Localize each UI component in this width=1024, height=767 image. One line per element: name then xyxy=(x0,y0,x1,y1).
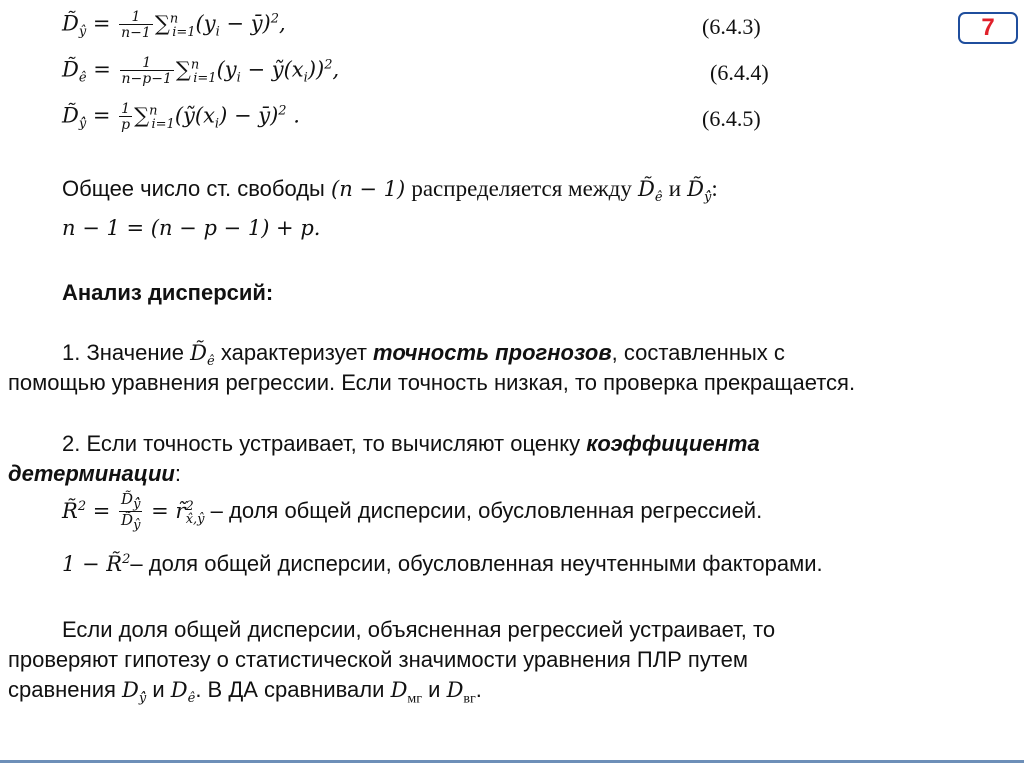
equation-number-6-4-3: (6.4.3) xyxy=(702,14,761,39)
final-paragraph-line1: Если доля общей дисперсии, объясненная регрессией устраивает, то xyxy=(62,617,776,642)
freedom-identity: n − 1 = (n − p − 1) + p. xyxy=(62,216,321,240)
final-and-2: и xyxy=(428,677,441,702)
final-and-1: и xyxy=(152,677,165,702)
r-squared-formula: R̃$^2$ = $\frac{D̃_{ŷ̂}}{D̃_ŷ}$ = r̃$^2_{x̂,ŷ}$ – доля общей дисперсии, обусловленная регрессией. xyxy=(62,490,763,533)
analysis-item-1: 1. Значение $D̃_ê$ характеризует точность прогнозов, составленных с xyxy=(62,340,785,370)
slide-number-badge xyxy=(958,12,1018,44)
equation-6-4-4: $D̃_ê$ = $\frac{1}{n-p-1}$ $\sum^n_{i=1}(y_i$ − $ỹ(x_i))^2$, xyxy=(62,55,340,87)
unexplained-variance-line: 1 − R̃$^2$– доля общей дисперсии, обусловленная неучтенными факторами. xyxy=(62,551,823,576)
freedom-conj: и xyxy=(668,176,681,201)
p2-text: 2. Если точность устраивает, то вычисляют оценку xyxy=(62,431,581,456)
degrees-of-freedom-line: Общее число ст. свободы (n − 1) распределяется между $D̃_ê$ и $D̃_{ŷ̂}$: xyxy=(62,176,718,206)
equation-number-6-4-5: (6.4.5) xyxy=(702,106,761,131)
analysis-item-2 xyxy=(62,431,760,457)
p2-emphasis-2: детерминации xyxy=(8,461,175,486)
p1-rest: , составленных с xyxy=(611,340,785,365)
subscript-vg: вг xyxy=(463,691,476,707)
r2-description: – доля общей дисперсии, обусловленная регрессией. xyxy=(204,497,763,523)
freedom-text: Общее число ст. свободы xyxy=(62,176,325,201)
analysis-item-1-line2: помощью уравнения регрессии. Если точность низкая, то проверка прекращается. xyxy=(8,370,856,395)
equation-number-6-4-4: (6.4.4) xyxy=(710,60,769,85)
p1-prefix: 1. Значение xyxy=(62,340,185,365)
freedom-expr: (n − 1) xyxy=(331,177,406,201)
r2-rest-description: – доля общей дисперсии, обусловленная неучтенными факторами. xyxy=(130,551,823,576)
freedom-tail: : xyxy=(711,176,718,201)
p1-mid: характеризует xyxy=(220,340,367,365)
p2-colon: : xyxy=(174,461,181,486)
final-paragraph-line2: проверяют гипотезу о статистической значимости уравнения ПЛР путем xyxy=(8,647,749,672)
final-period: . xyxy=(475,677,482,702)
final-paragraph-line3: сравнения $D_{ŷ̂}$ и $D_ê$. В ДА сравнивали $D_{мг}$ и $D_{вг}$. xyxy=(8,677,482,707)
analysis-heading: Анализ дисперсий: xyxy=(62,280,274,305)
analysis-item-2-line2 xyxy=(8,461,181,487)
bottom-divider xyxy=(0,760,1024,763)
p1-emphasis: точность прогнозов xyxy=(373,340,612,365)
subscript-mg: мг xyxy=(407,691,423,707)
final-compare-text: сравнения xyxy=(8,677,116,702)
final-da-text: . В ДА сравнивали xyxy=(195,677,385,702)
freedom-middle-text: распределяется между xyxy=(411,176,632,201)
equation-6-4-5: $D̃_{ŷ̂}$ = $\frac{1}{p}$ $\sum^n_{i=1}(ỹ(x_i)$ − ȳ)$^2$ . xyxy=(62,101,300,133)
slide-number: 7 xyxy=(981,14,995,41)
equation-6-4-3: $D̃_ŷ$ = $\frac{1}{n-1}$ $\sum^n_{i=1}(y_i$ − ȳ)$^2$, xyxy=(62,9,286,41)
p2-emphasis-1: коэффициента xyxy=(586,431,760,456)
